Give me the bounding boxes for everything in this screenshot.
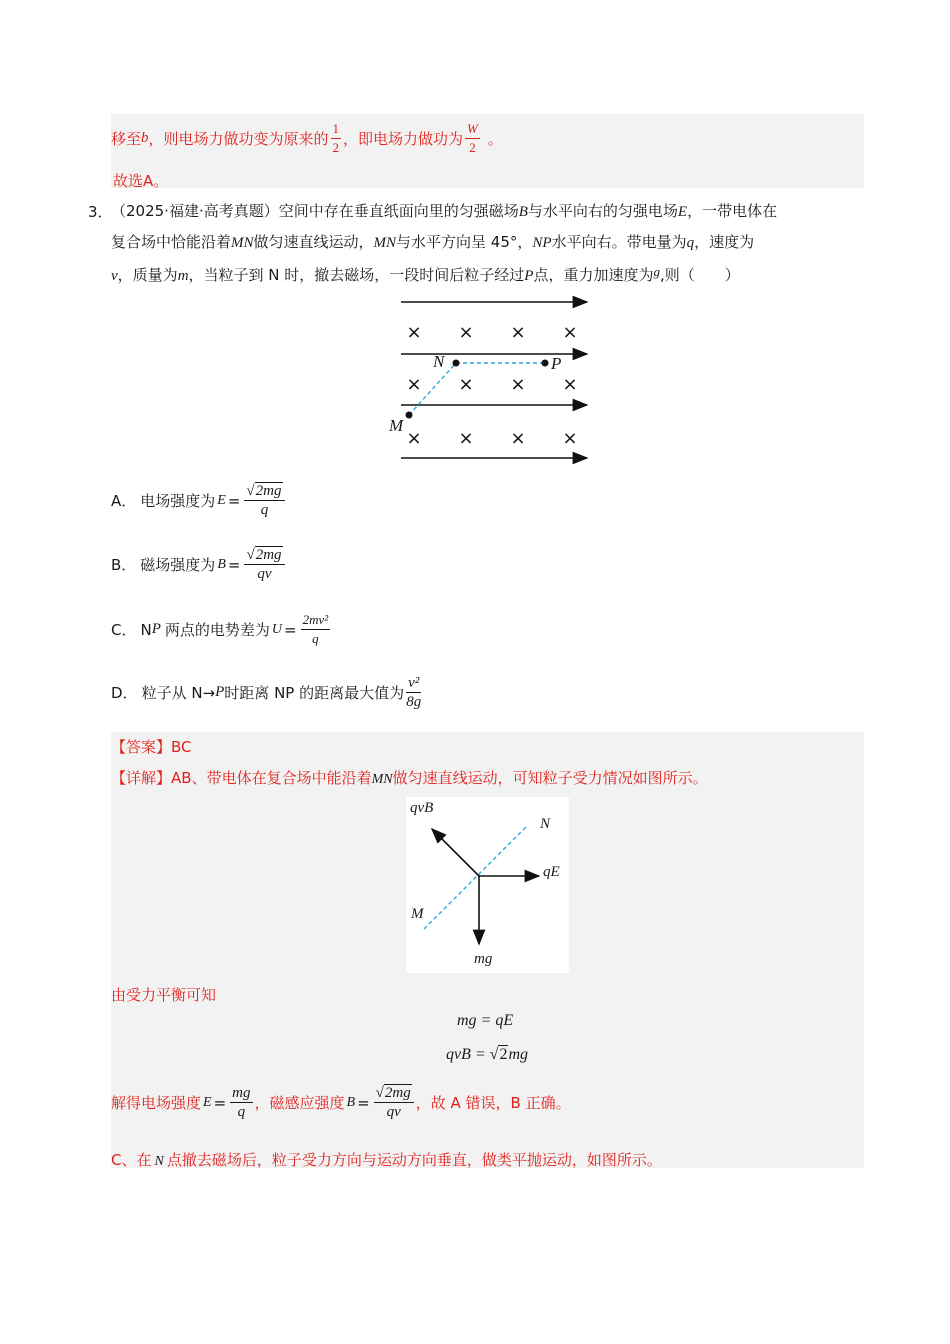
answer-line: 【答案】BC bbox=[111, 738, 192, 756]
force-qvB-arrow bbox=[432, 829, 479, 876]
label-M: M bbox=[389, 416, 404, 435]
solve-E-fraction: $\frac{mg}{q}$ bbox=[232, 1085, 251, 1120]
svg-text:×: × bbox=[562, 322, 578, 343]
point-M bbox=[406, 412, 413, 419]
c-analysis-line: C、在 N 点撤去磁场后，粒子受力方向与运动方向垂直，做类平抛运动，如图所示。 bbox=[111, 1151, 662, 1169]
previous-answer-line-1: 移至 b ，则电场力做功变为原来的 $\frac{1}{2}$ ，即电场力做功为 $\frac{W}{2}$ 。 bbox=[111, 121, 503, 155]
equation-1: mg = qE bbox=[457, 1012, 514, 1029]
label-N: N bbox=[433, 352, 445, 371]
previous-answer-choice: 故选A。 bbox=[113, 172, 169, 190]
svg-text:×: × bbox=[458, 322, 474, 343]
option-d[interactable]: D． 粒子从 N→ P 时距离 NP 的距离最大值为 $\frac{\text{v²}}{8g}$ bbox=[111, 675, 422, 710]
label-qvB: qvB bbox=[410, 800, 434, 816]
svg-text:×: × bbox=[562, 428, 578, 449]
solve-B-fraction: $\frac{√2mg}{qv}$ bbox=[374, 1084, 414, 1121]
svg-text:×: × bbox=[458, 428, 474, 449]
question-line-1: （2025·福建·高考真题）空间中存在垂直纸面向里的匀强磁场B与水平向右的匀强电场E，一带电体在 bbox=[111, 202, 778, 220]
option-d-fraction: $\frac{\text{v²}}{8g}$ bbox=[406, 675, 422, 710]
label-N-force: N bbox=[540, 816, 551, 832]
line-MN bbox=[424, 825, 528, 929]
option-a-fraction: $\frac{√2mg}{q}$ bbox=[244, 482, 284, 519]
label-mg: mg bbox=[474, 951, 493, 967]
svg-text:×: × bbox=[458, 374, 474, 395]
svg-text:×: × bbox=[510, 374, 526, 395]
w-half-fraction: $\frac{W}{2}$ bbox=[467, 121, 478, 155]
svg-text:×: × bbox=[562, 374, 578, 395]
equation-2: qvB = √2mg bbox=[446, 1046, 529, 1063]
label-M-force: M bbox=[411, 906, 424, 922]
option-c-fraction: $\frac{\text{2mv²}}{q}$ bbox=[302, 612, 329, 646]
option-c[interactable]: C． N P 两点的电势差为 U = $\frac{\text{2mv²}}{q}$ bbox=[111, 612, 329, 646]
point-N bbox=[453, 360, 460, 367]
label-qE: qE bbox=[543, 864, 560, 880]
option-b[interactable]: B． 磁场强度为 B = $\frac{√2mg}{qv}$ bbox=[111, 546, 287, 583]
svg-text:×: × bbox=[406, 428, 422, 449]
option-b-fraction: $\frac{√2mg}{qv}$ bbox=[244, 546, 284, 583]
svg-text:×: × bbox=[510, 322, 526, 343]
magnetic-field-crosses bbox=[406, 322, 577, 449]
detail-line-1: 【详解】AB、带电体在复合场中能沿着MN做匀速直线运动，可知粒子受力情况如图所示。 bbox=[111, 769, 708, 787]
field-diagram bbox=[385, 292, 595, 468]
force-diagram bbox=[406, 797, 569, 973]
balance-line: 由受力平衡可知 bbox=[111, 986, 217, 1004]
question-line-3: v，质量为m，当粒子到 N 时，撤去磁场，一段时间后粒子经过P点，重力加速度为g,则（ ） bbox=[111, 264, 740, 284]
svg-text:×: × bbox=[510, 428, 526, 449]
question-number: 3． bbox=[88, 203, 113, 221]
svg-text:×: × bbox=[406, 374, 422, 395]
question-line-2: 复合场中恰能沿着MN做匀速直线运动，MN与水平方向呈 45°，NP水平向右。带电量为q，速度为 bbox=[111, 233, 755, 251]
half-fraction: $\frac{1}{2}$ bbox=[332, 121, 340, 155]
solve-line: 解得电场强度 E = $\frac{mg}{q}$ ，磁感应强度 B = $\frac{√2mg}{qv}$ ，故 A 错误，B 正确。 bbox=[111, 1085, 571, 1120]
option-a[interactable]: A． 电场强度为 E = $\frac{√2mg}{q}$ bbox=[111, 482, 287, 519]
label-P: P bbox=[551, 354, 562, 373]
svg-text:×: × bbox=[406, 322, 422, 343]
point-P bbox=[542, 360, 549, 367]
